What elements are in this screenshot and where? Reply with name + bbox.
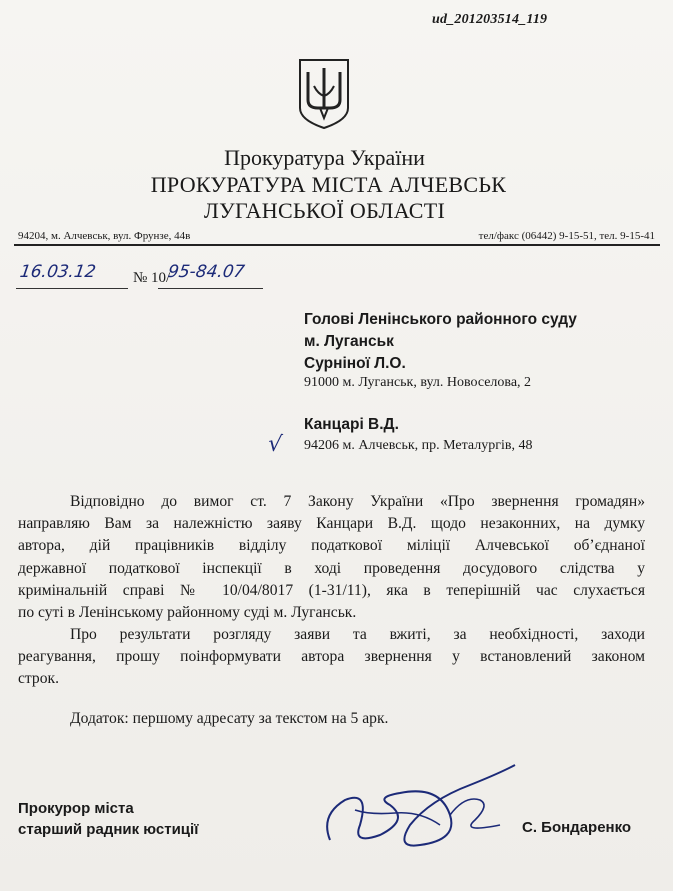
signer-title-line-2: старший радник юстиції	[18, 821, 199, 838]
body-line: Про результати розгляду заяви та вжиті, за необхідності, заходи	[70, 626, 645, 643]
body-line: направляю Вам за належністю заяву Канцари В.Д. щодо незаконних, на думку	[18, 515, 645, 532]
attachment-note: Додаток: першому адресату за текстом на 5 арк.	[70, 710, 389, 727]
number-label: № 10/	[133, 270, 171, 286]
check-mark-icon: √	[266, 431, 284, 458]
recipient-1-line-1: Голові Ленінського районного суду	[304, 311, 577, 328]
handwritten-signature	[300, 745, 520, 865]
recipient-1-line-2: м. Луганськ	[304, 333, 394, 350]
body-line: Відповідно до вимог ст. 7 Закону України «Про звернення громадян»	[70, 493, 645, 510]
handwritten-number: 95-84.07	[166, 262, 246, 282]
body-line: кримінальній справі № 10/04/8017 (1-31/11), яка в теперішній час слухається	[18, 581, 645, 599]
signer-title-line-1: Прокурор міста	[18, 800, 134, 817]
header-divider	[14, 244, 660, 246]
recipient-1-line-3: Сурніної Л.О.	[304, 355, 406, 372]
signer-name: С. Бондаренко	[522, 819, 632, 836]
sender-phone: тел/факс (06442) 9-15-51, тел. 9-15-41	[478, 230, 655, 242]
body-line: по суті в Ленінському районному суді м. Луганськ.	[18, 604, 357, 622]
trident-emblem-icon	[298, 58, 350, 130]
recipient-2-address: 94206 м. Алчевськ, пр. Металургів, 48	[304, 438, 533, 453]
recipient-1-address: 91000 м. Луганськ, вул. Новоселова, 2	[304, 375, 532, 390]
recipient-2-name: Канцарі В.Д.	[304, 416, 399, 433]
body-line: державної податкової інспекції в ході проведення досудового слідства у	[18, 559, 645, 577]
header-ministry: Прокуратура України	[224, 145, 425, 170]
header-region: ЛУГАНСЬКОЇ ОБЛАСТІ	[203, 198, 446, 223]
header-office: ПРОКУРАТУРА МІСТА АЛЧЕВСЬК	[150, 172, 507, 197]
document-id: ud_201203514_119	[432, 12, 548, 27]
sender-address: 94204, м. Алчевськ, вул. Фрунзе, 44в	[18, 230, 191, 242]
body-line: автора, дій працівників відділу податкової міліції Алчевської об’єднаної	[18, 537, 645, 555]
body-line: строк.	[18, 670, 59, 688]
body-line: реагування, прошу поінформувати автора звернення у встановлений законом	[18, 648, 645, 665]
handwritten-date: 16.03.12	[18, 262, 98, 282]
